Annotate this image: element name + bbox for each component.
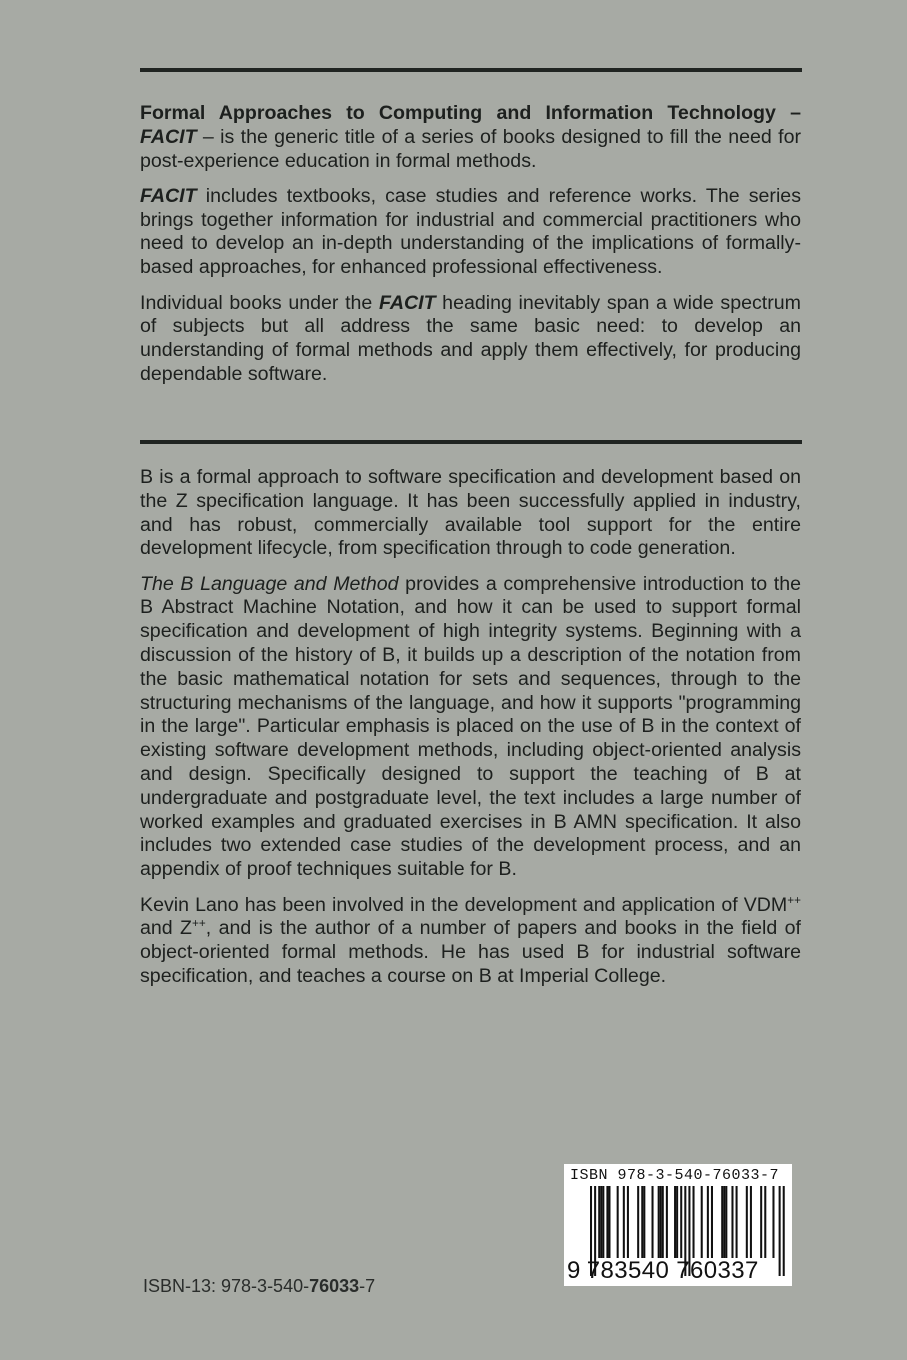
book-title: The B Language and Method [140,572,399,595]
barcode-bar [598,1186,600,1258]
barcode-bar [693,1186,695,1258]
barcode-bar [608,1186,610,1258]
barcode-bar [637,1186,639,1258]
author-bio [140,894,801,989]
description-para-2 [140,573,801,882]
facit-abbrev-2: FACIT [140,184,197,207]
barcode-bar [674,1186,676,1258]
book-description [140,466,801,1000]
barcode-digits [567,1257,759,1285]
series-para-2-text: includes textbooks, case studies and reference works. The series brings together information for industrial and commercial practitioners who need to develop an in-depth understanding of the implications of formally-based approaches, for enhanced professional effectiveness. [140,184,801,279]
barcode-bar [707,1186,709,1258]
barcode-bar [676,1186,678,1258]
barcode-bar [602,1186,604,1258]
barcode-bar [779,1186,781,1276]
barcode-bar [623,1186,625,1258]
barcode-bar [606,1186,608,1258]
barcode-bar [627,1186,629,1258]
barcode-bar [725,1186,727,1258]
isbn-13-prefix: ISBN-13: 978-3-540- [143,1276,310,1296]
barcode-bar [723,1186,725,1258]
barcode-bar [783,1186,785,1276]
barcode-lead-digit: 9 [567,1257,581,1284]
author-bio-part-3: , and is the author of a number of papers and books in the field of object-oriented formal methods. He has used B for industrial software specification, and teaches a course on B at Imperial College. [140,917,801,987]
series-blurb [140,102,801,398]
isbn-barcode [564,1164,792,1286]
author-bio-part-2: and Z [140,917,193,940]
barcode-bar [731,1186,733,1258]
barcode-bar [662,1186,664,1258]
barcode-bar [617,1186,619,1258]
superscript-plus-1: ++ [787,893,801,907]
barcode-bar [658,1186,660,1258]
facit-abbrev-3: FACIT [378,291,436,314]
barcode-bar [666,1186,668,1258]
author-bio-part-1: Kevin Lano has been involved in the development and application of VDM [140,893,788,916]
description-para-1: B is a formal approach to software specification and development based on the Z specification language. It has been successfully applied in industry, and has robust, commercially available tool support for the entire development lifecycle, from specification through to code generation. [140,466,801,560]
barcode-bar [750,1186,752,1258]
barcode-bar [721,1186,723,1258]
series-title: Formal Approaches to Computing and Information Technology – [140,102,801,124]
barcode-bar [643,1186,645,1258]
isbn-13-label [143,1276,375,1297]
barcode-bar [652,1186,654,1258]
barcode-isbn-text: ISBN 978-3-540-76033-7 [570,1167,780,1184]
description-para-2-text: provides a comprehensive introduction to the B Abstract Machine Notation, and how it can be used to support formal specification and development of high integrity systems. Beginning with a discussion of the history of B, it builds up a description of the notation from the basic mathematical notation for sets and sequences, through to the structuring mechanisms of the language, and how it supports "programming in the large". Particular emphasis is placed on the use of B in the context of existing software development methods, including object-oriented analysis and design. Specifically designed to support the teaching of B at undergraduate and postgraduate level, the text includes a large number of worked examples and graduated exercises in B AMN specification. It also includes two extended case studies of the development process, and an appendix of proof techniques suitable for B. [140,572,801,881]
isbn-13-bold: 76033 [309,1276,360,1296]
series-para-3-text: heading inevitably span a wide spectrum of subjects but all address the same basic need: to develop an understanding of formal methods and apply them effectively, for producing dependable software. [140,291,801,385]
series-para-3-start: Individual books under the [140,291,379,314]
barcode-digit-groups: 783540 760337 [586,1257,759,1284]
barcode-bar [760,1186,762,1258]
facit-abbrev: FACIT [140,125,197,148]
barcode-bar [772,1186,774,1258]
barcode-bar [701,1186,703,1258]
isbn-13-suffix: -7 [359,1276,376,1296]
series-para-3 [140,292,801,387]
superscript-plus-2: ++ [192,917,206,931]
series-intro [140,102,801,173]
series-para-2 [140,185,801,280]
barcode-bar [680,1186,682,1258]
barcode-bar [660,1186,662,1258]
middle-rule [140,440,802,444]
barcode-bar [711,1186,713,1258]
top-rule [140,68,802,72]
barcode-bar [746,1186,748,1258]
barcode-bar [641,1186,643,1258]
barcode-bar [736,1186,738,1258]
barcode-bar [764,1186,766,1258]
barcode-bar [600,1186,602,1258]
series-intro-rest: – is the generic title of a series of books designed to fill the need for post-experience education in formal methods. [140,125,801,172]
